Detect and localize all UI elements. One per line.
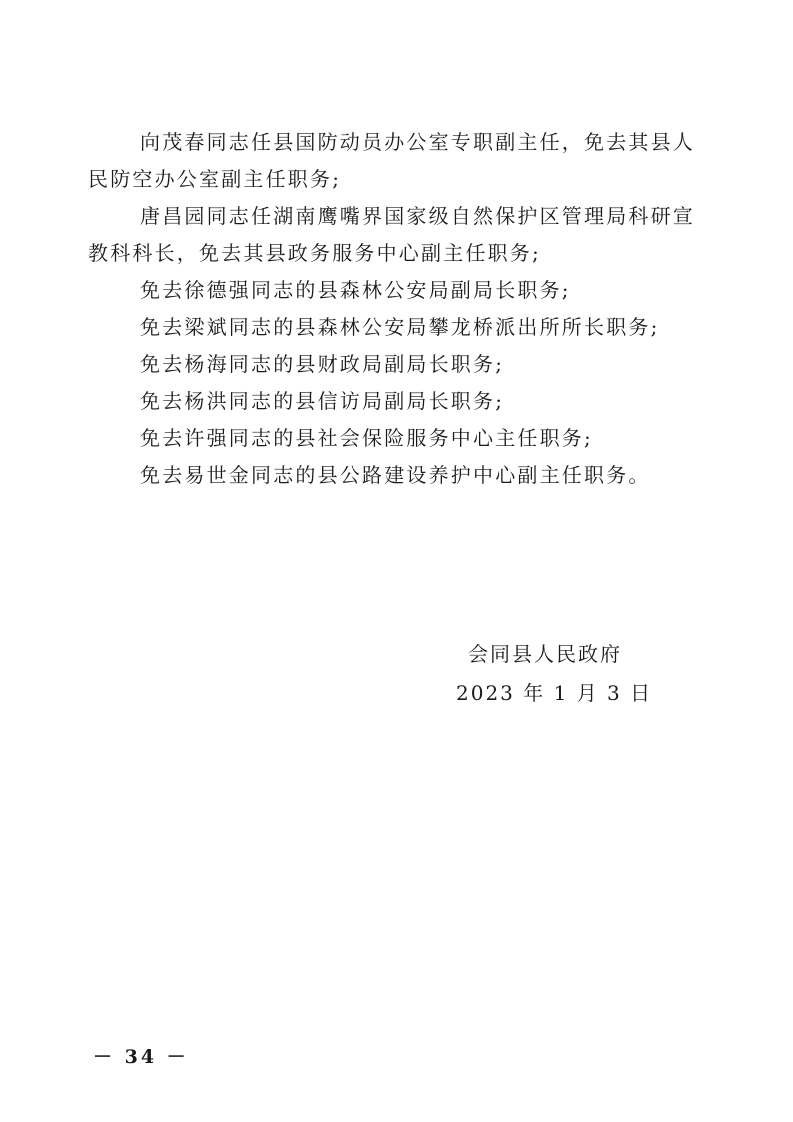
paragraph-appointment-tang: 唐昌园同志任湖南鹰嘴界国家级自然保护区管理局科研宣教科科长，免去其县政务服务中心副主任职务; [88,204,695,265]
paragraph-removal-xu: 免去徐德强同志的县森林公安局副局长职务; [140,278,571,302]
paragraph-removal-liang: 免去梁斌同志的县森林公安局攀龙桥派出所所长职务; [140,315,660,339]
paragraph-removal-yanghai: 免去杨海同志的县财政局副局长职务; [140,352,505,376]
issuer-name: 会同县人民政府 [468,642,622,666]
page-number: － 34 － [93,1046,189,1068]
paragraph-removal-xuqiang: 免去许强同志的县社会保险服务中心主任职务; [140,426,593,450]
paragraph-appointment-xiang: 向茂春同志任县国防动员办公室专职副主任，免去其县人民防空办公室副主任职务; [88,130,695,191]
paragraph-removal-yi: 免去易世金同志的县公路建设养护中心副主任职务。 [140,463,651,487]
paragraph-removal-yanghong: 免去杨洪同志的县信访局副局长职务; [140,389,505,413]
issue-date: 2023 年 1 月 3 日 [456,681,653,705]
